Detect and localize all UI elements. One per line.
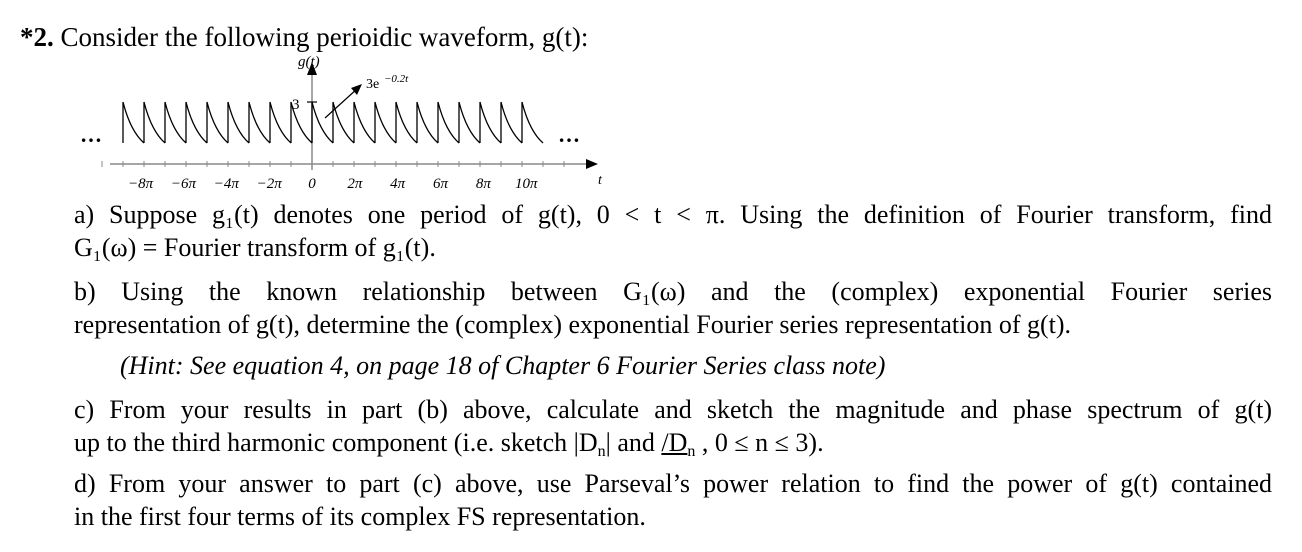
left-ellipsis: … — [80, 122, 102, 147]
tick-label: 2π — [347, 176, 363, 192]
tick-labels — [128, 176, 538, 192]
part-d-line2: in the first four terms of its complex FS representation. — [74, 502, 646, 531]
tick-label: −4π — [213, 176, 239, 192]
problem-number: *2. — [20, 22, 54, 52]
magnitude-subscript: n — [597, 443, 606, 460]
tick-label: 6π — [433, 176, 449, 192]
phase-text: /D — [661, 428, 688, 457]
x-axis-label: t — [598, 173, 602, 188]
part-c-line1: c) From your results in part (b) above, calculate and sketch the magnitude and phase spectrum of g(t) — [74, 395, 1272, 424]
tick-label: −6π — [170, 176, 197, 192]
part-c-text-post: , 0 ≤ n ≤ 3). — [695, 428, 824, 457]
waveform-path — [123, 102, 543, 143]
waveform-figure — [50, 50, 650, 200]
tick-label: 8π — [475, 176, 491, 192]
part-a-line2: G₁(ω) = Fourier transform of g₁(t). — [74, 233, 436, 262]
tick-label: 0 — [308, 176, 316, 192]
hint-text: (Hint: See equation 4, on page 18 of Chapter 6 Fourier Series class note) — [120, 351, 886, 380]
part-a-line1: a) Suppose g₁(t) denotes one period of g(t), 0 < t < π. Using the definition of Fourier transform, find — [74, 200, 1272, 229]
problem-heading — [20, 22, 588, 52]
tick-label: 10π — [514, 176, 538, 192]
part-c-line2 — [74, 428, 824, 462]
curve-exponent: −0.2t — [384, 73, 409, 85]
tick-label: 4π — [390, 176, 406, 192]
part-c-text-pre: up to the third harmonic component (i.e. sketch |D — [74, 428, 598, 457]
problem-statement: Consider the following perioidic waveform, g(t): — [60, 22, 589, 52]
part-c-text-mid: | and — [605, 428, 662, 457]
annotation-arrow — [325, 88, 358, 118]
phase-symbol — [661, 428, 696, 460]
t-axis-arrow — [586, 159, 598, 169]
part-d-line1: d) From your answer to part (c) above, use Parseval’s power relation to find the power of g(t) contained — [74, 469, 1272, 498]
curve-label: 3e — [366, 77, 380, 92]
y-axis-label: g(t) — [298, 54, 320, 70]
level-label: 3 — [292, 97, 300, 113]
part-b-line1: b) Using the known relationship between G₁(ω) and the (complex) exponential Fourier series — [74, 277, 1272, 306]
waveform-curve — [123, 102, 543, 143]
tick-label: −8π — [128, 176, 154, 192]
part-b-line2: representation of g(t), determine the (complex) exponential Fourier series representation of g(t). — [74, 310, 1072, 339]
right-ellipsis: … — [558, 122, 580, 147]
tick-label: −2π — [256, 176, 282, 192]
phase-subscript: n — [687, 443, 696, 460]
